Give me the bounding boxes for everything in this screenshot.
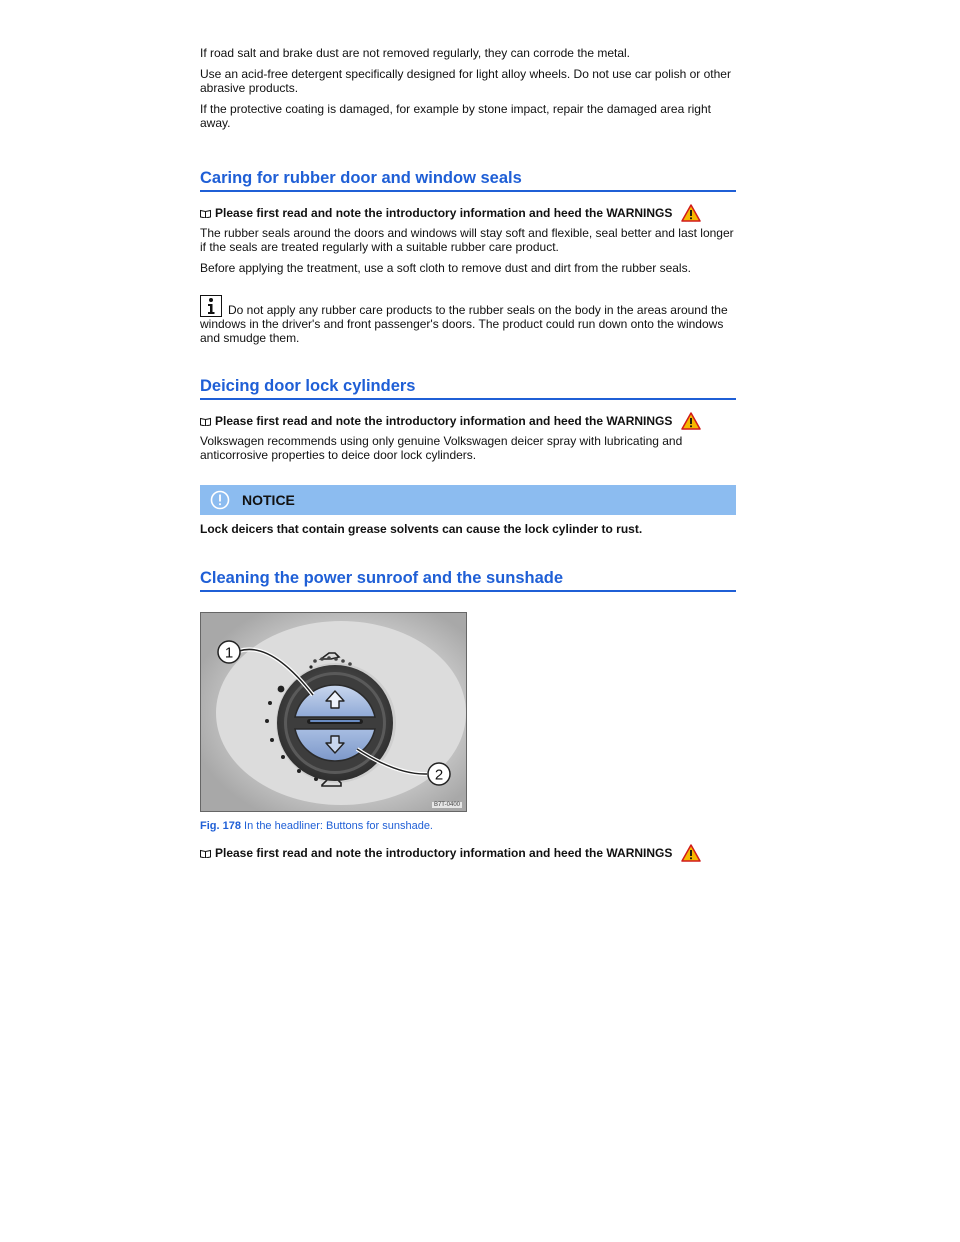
intro-note-text: Please first read and note the introductory information and heed the WARNINGS [215, 206, 673, 220]
section-paragraph: Volkswagen recommends using only genuine Volkswagen deicer spray with lubricating and anticorrosive properties to deice door lock cylinders. [200, 434, 683, 462]
section-paragraph: The rubber seals around the doors and windows will stay soft and flexible, seal better and last longer if the seals are treated regularly with a suitable rubber care product. [200, 226, 734, 254]
section-paragraph: Before applying the treatment, use a soft cloth to remove dust and dirt from the rubber seals. [200, 261, 691, 275]
figure-code: B7T-0400 [433, 802, 460, 808]
notice-label: NOTICE [242, 492, 295, 508]
callout-2-label: 2 [434, 766, 444, 784]
book-icon [200, 209, 211, 218]
manual-page [200, 46, 736, 862]
figure-caption-text: In the headliner: Buttons for sunshade. [244, 820, 433, 832]
sunshade-buttons-illustration [201, 613, 466, 811]
intro-note-text: Please first read and note the introductory information and heed the WARNINGS [215, 414, 673, 428]
book-icon [200, 417, 211, 426]
figure-caption [200, 819, 736, 833]
callout-1-label: 1 [224, 644, 234, 662]
warning-icon[interactable] [681, 844, 701, 862]
figure-sunshade-buttons [200, 612, 467, 812]
section-heading: Caring for rubber door and window seals [200, 168, 736, 192]
notice-text: Lock deicers that contain grease solvents can cause the lock cylinder to rust. [200, 522, 643, 536]
intro-paragraph: If the protective coating is damaged, for example by stone impact, repair the damaged area right away. [200, 102, 711, 130]
intro-note-text: Please first read and note the introductory information and heed the WARNINGS [215, 846, 673, 860]
section-heading: Deicing door lock cylinders [200, 376, 736, 400]
intro-note [200, 412, 736, 430]
figure-caption-number: Fig. 178 [200, 820, 241, 832]
warning-icon[interactable] [681, 204, 701, 222]
intro-note [200, 844, 736, 862]
intro-paragraph: If road salt and brake dust are not removed regularly, they can corrode the metal. [200, 46, 631, 60]
section-heading: Cleaning the power sunroof and the sunshade [200, 568, 736, 592]
info-note [200, 295, 736, 345]
info-icon [200, 295, 222, 317]
intro-paragraph: Use an acid-free detergent specifically designed for light alloy wheels. Do not use car polish or other abrasive products. [200, 67, 731, 95]
notice-header [200, 485, 736, 515]
exclamation-icon [210, 490, 230, 510]
warning-icon[interactable] [681, 412, 701, 430]
book-icon [200, 849, 211, 858]
info-note-text: Do not apply any rubber care products to the rubber seals on the body in the areas around the windows in the driver's and front passenger's doors. The product could run down onto the windows and smudge them. [200, 303, 728, 345]
intro-note [200, 204, 736, 222]
